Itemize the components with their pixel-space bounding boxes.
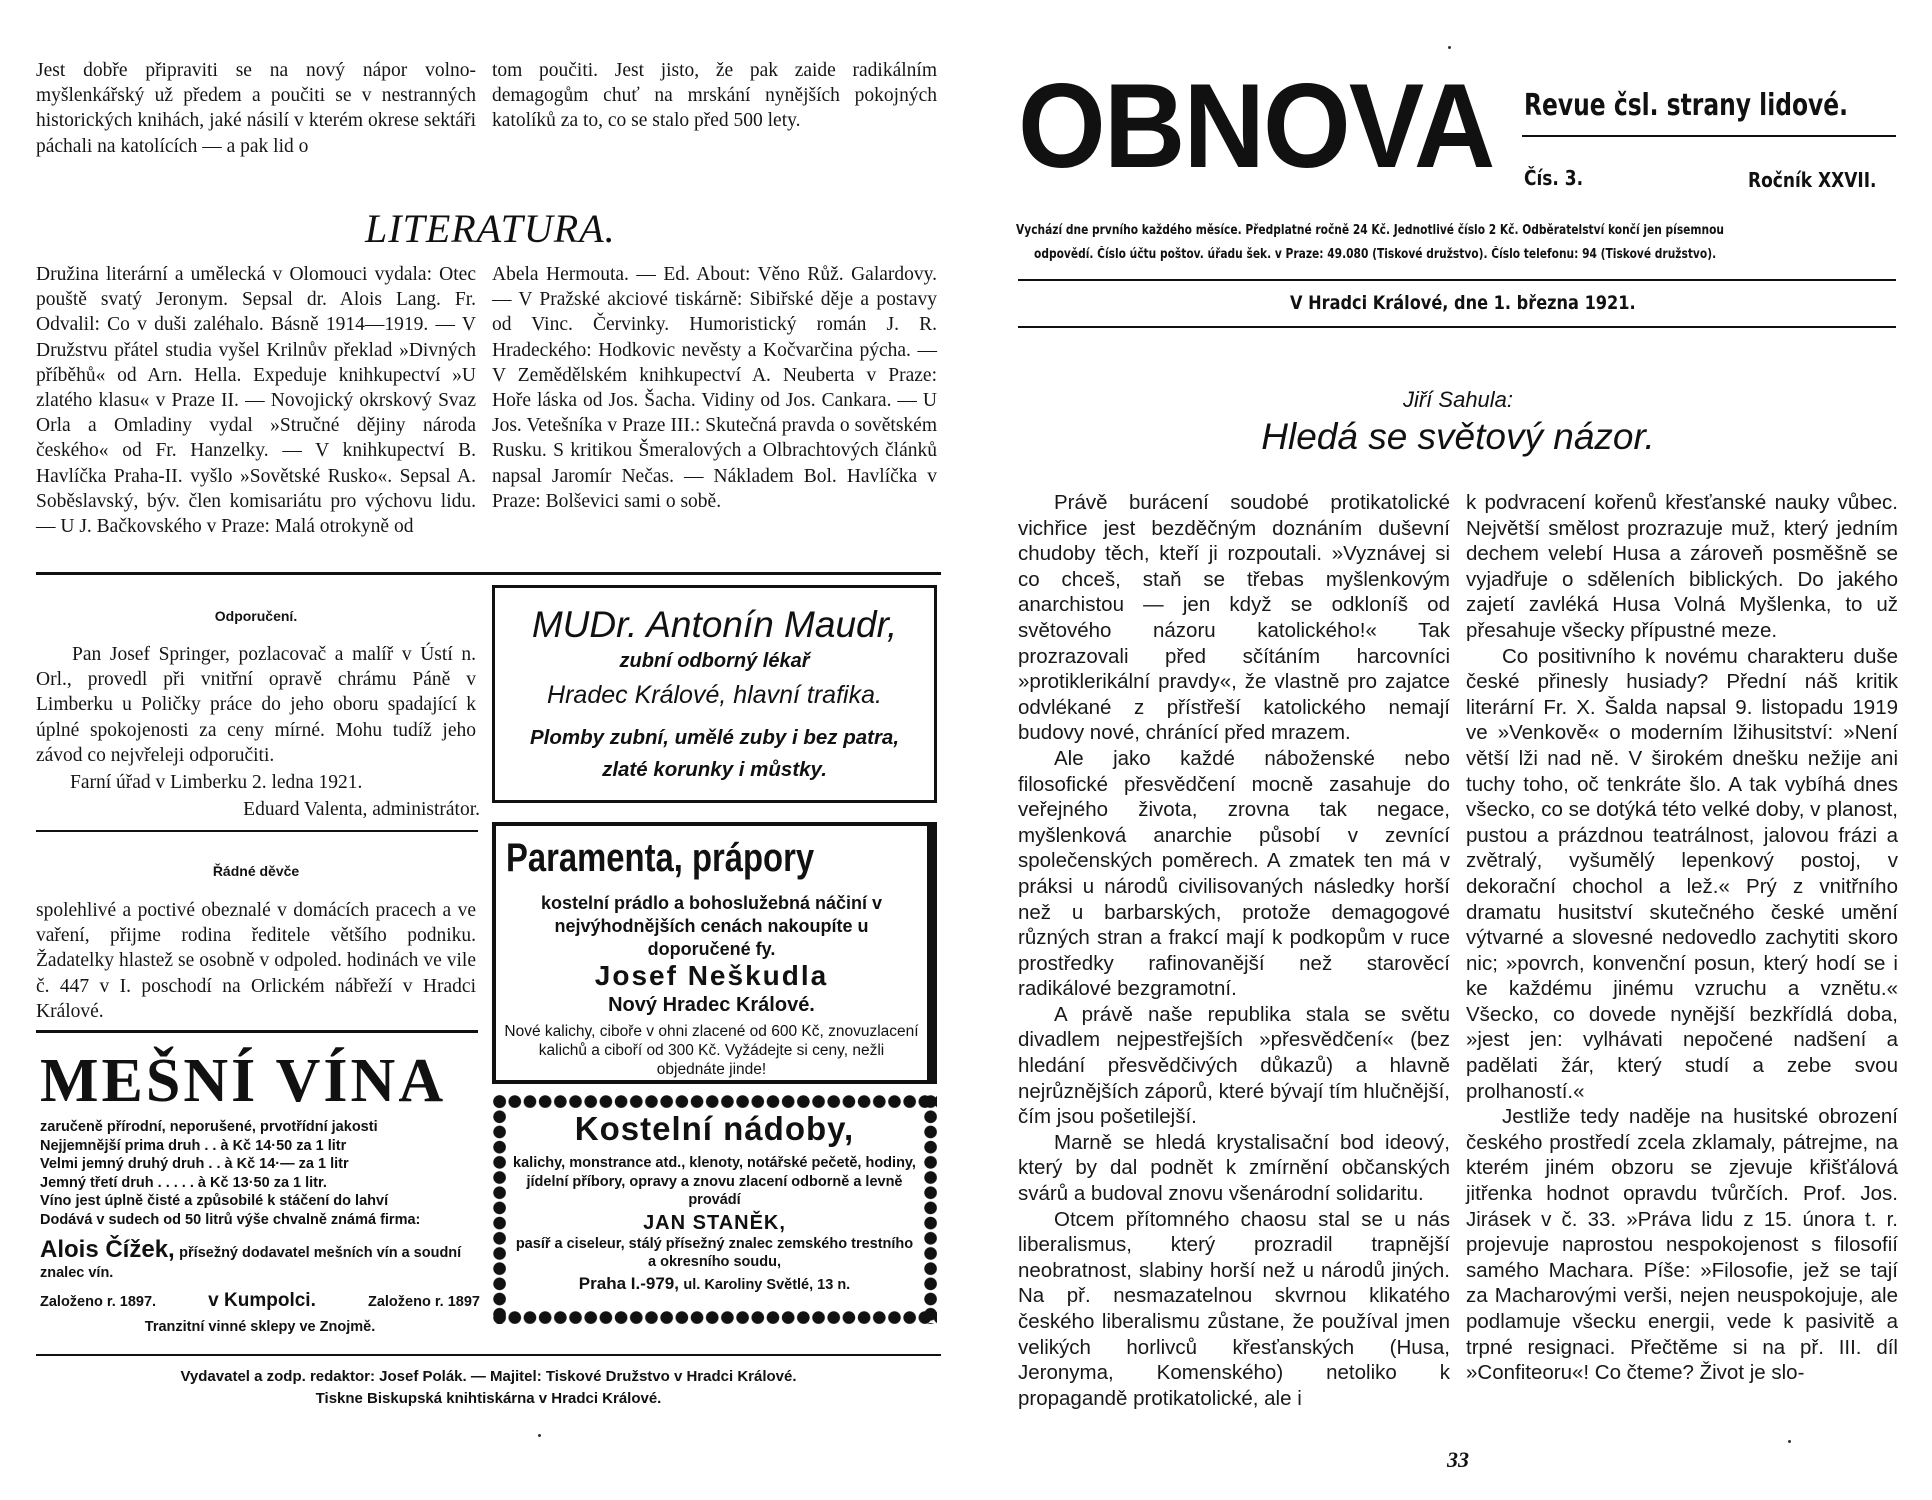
mesni-vina-firm-rest: přísežný dodavatel mešních vín a soudní znalec vín. [40, 1245, 462, 1281]
maudr-profession: zubní odborný lékař [619, 650, 810, 672]
dateline-divider [1018, 326, 1896, 328]
kostelni-ad [510, 1110, 919, 1294]
volume-number: Ročník XXVII. [1748, 168, 1877, 192]
founded-right: Založeno r. 1897 [367, 1294, 480, 1310]
maudr-name: MUDr. Antonín Maudr, [531, 604, 898, 645]
article-title: Hledá se světový názor. [1261, 416, 1655, 457]
odporuceni-place-date: Farní úřad v Limberku 2. ledna 1921. [70, 772, 363, 793]
masthead-title: OBNOVA [1018, 59, 1494, 193]
dotted-border-top [492, 1094, 937, 1108]
paramenta-title: Paramenta, prápory [506, 836, 815, 880]
mesni-vina-line: Dodává v sudech od 50 litrů výše chvalně známá firma: [40, 1211, 421, 1228]
mesni-vina-founded-row [40, 1290, 480, 1312]
imprint-line-2: Tiskne Biskupská knihtiskárna v Hradci Králové. [315, 1390, 662, 1407]
kostelni-text2: pasíř a ciseleur, stálý přísežný znalec zemského trestního a okresního soudu, [515, 1235, 914, 1271]
issue-number: Čís. 3. [1524, 166, 1584, 190]
masthead-rule [1522, 135, 1896, 137]
article-paragraph: Právě burácení soudobé protikatolické vichřice jest bezděčným doznáním duševní chudoby těch, kteří ji rozpoutali. »Vyznávej si co chceš, staň se třebas myšlenkovým anarchistou — jen když se odkloníš od světového názoru katolického!« Tak prozrazovali před sčítáním harcovníci »protiklerikální pravdy«, že vlastně pro zajatce odvlékané z přístřeší katolického nemají budovy nové, chránící před mrazem. [1018, 491, 1450, 745]
section-divider [36, 572, 941, 575]
page-number: 33 [1447, 1447, 1469, 1472]
kostelni-street: ul. Karoliny Světlé, 13 n. [683, 1276, 851, 1293]
maudr-services-1: Plomby zubní, umělé zuby i bez patra, [529, 726, 900, 749]
radne-devce-heading: Řádné děvče [212, 863, 300, 879]
imprint-divider [36, 1354, 941, 1356]
article-paragraph: Marně se hledá krystalisační bod ideový, který by dal podnět k zmírnění občanských svárů a budoval znovu všenárodní solidaritu. [1018, 1130, 1450, 1206]
mesni-vina-line: zaručeně přírodní, neporušené, prvotřídní jakosti [40, 1119, 378, 1135]
imprint-line-1: Vydavatel a zodp. redaktor: Josef Polák. — Majitel: Tiskové Družstvo v Hradci Králové. [180, 1368, 797, 1385]
literatura-title: LITERATURA. [365, 206, 616, 251]
maudr-services-2: zlaté korunky i můstky. [602, 758, 827, 781]
mesni-vina-title: MEŠNÍ VÍNA [40, 1047, 447, 1115]
mesni-vina-line: Velmi jemný druhý druh . . à Kč 14·— za 1 litr [40, 1156, 349, 1173]
kostelni-title: Kostelní nádoby, [574, 1110, 855, 1147]
article-col2 [1466, 490, 1898, 1386]
article-col1 [1018, 490, 1450, 1411]
print-speck [1448, 46, 1451, 49]
article-paragraph: k podvracení kořenů křesťanské nauky vůbec. Největší smělost prozrazuje muž, který jedním dechem velebí Husa a zároveň posměšně se vyjadřuje o sděleních biblických. Do jakého zajetí zavléká Husa Volná Myšlenka, to už přesahuje všecky přípustné meze. [1466, 491, 1898, 642]
kostelni-address [510, 1274, 919, 1294]
literatura-col1: Družina literární a umělecká v Olomouci vydala: Otec pouště svatý Jeronym. Sepsal dr. Alois Lang. Fr. Odvalil: Co v duši zaléhalo. Básně 1914—1919. — V Družstvu přátel studia vyšel Krilnův překlad »Divných příběhů« od Arn. Hella. Expeduje knihkupectví »U zlatého klasu« v Praze II. — Novojický okrskový Svaz Orla a Omladiny vydal »Stručné dějiny národa českého« od Fr. Hanzelky. — V knihkupectví B. Havlíčka Praha-II. vyšlo »Sovětské Rusko«. Sepsal A. Soběslavský, býv. člen komisariátu pro výchovu lidu. — U J. Bačkovského v Praze: Malá otrokyně od [36, 264, 476, 538]
continuation-col1: Jest dobře připraviti se na nový nápor volno-myšlenkářský už předem a poučiti se v nestranných historických knihách, jaké násilí v kterém okrese sektáři páchali na katolících — a pak lid o [36, 60, 476, 157]
mesni-vina-firm: Alois Čížek, [40, 1236, 175, 1263]
dotted-border-left [492, 1094, 506, 1324]
paramenta-city: Nový Hradec Králové. [608, 994, 815, 1016]
print-speck [1788, 1440, 1791, 1443]
print-speck [538, 1434, 541, 1437]
paramenta-ad [492, 822, 937, 1084]
kostelni-text1: kalichy, monstrance atd., klenoty, notářské pečetě, hodiny, jídelní příbory, opravy a znovu zlacení odborně a levně provádí [513, 1155, 916, 1209]
mesni-vina-town: v Kumpolci. [208, 1290, 316, 1311]
article-author: Jiří Sahula: [1402, 387, 1514, 412]
odporuceni-body: Pan Josef Springer, pozlacovač a malíř v Ústí n. Orl., provedl při vnitřní opravě chrámu Páně v Limberku u Poličky práce do jeho oboru spadající k úplné spokojenosti za ceny mírné. Mohu tudíž jeho závod co nejvřeleji odporučiti. [36, 644, 476, 766]
mesni-vina-line: Nejjemnější prima druh . . à Kč 14·50 za 1 litr [40, 1137, 347, 1154]
dotted-border-bottom [492, 1310, 937, 1324]
mesni-vina-cellars: Tranzitní vinné sklepy ve Znojmě. [144, 1319, 376, 1335]
ad-divider [36, 1030, 478, 1033]
dotted-border-right [923, 1094, 937, 1324]
kostelni-city: Praha I.-979, [578, 1273, 679, 1293]
literatura-col2: Abela Hermouta. — Ed. About: Věno Růž. Galardovy. — V Pražské akciové tiskárně: Sibiřské děje a postavy od Vinc. Červinky. Humoristický román J. R. Hradeckého: Hodkovic nevěsty a Kočvarčina pýcha. — V Zemědělském knihkupectví A. Neuberta v Praze: Hoře láska od Jos. Šacha. Vidiny od Jos. Cankara. — U Jos. Vetešníka v Praze III.: Skutečná pravda o sovětském Rusku. S kritikou Šmeralových a Olbrachtových článků napsal Jaromír Nečas. — Nákladem Bol. Havlíčka v Praze: Bolševici sami o sobě. [492, 264, 937, 512]
founded-left: Založeno r. 1897. [40, 1294, 157, 1310]
paramenta-body: Nové kalichy, ciboře v ohni zlacené od 600 Kč, znovuzlacení kalichů a ciboří od 300 Kč. Vyžádejte si ceny, nežli objednáte jinde! [504, 1023, 919, 1078]
mesni-vina-line: Jemný třetí druh . . . . . à Kč 13·50 za 1 litr. [40, 1174, 327, 1191]
mesni-vina-firm-line [40, 1236, 480, 1282]
article-paragraph: Ale jako každé náboženské nebo filosofické přesvědčení mocně zasahuje do veřejného života, zrovna tak negace, myšlenková anarchie působí v zevnící společenských poměrech. A zmatek ten má v práksi u národů civilisovaných následky horší než u barbarských, protože demagogové různých stran a frakcí mají k podkopům v ruce prostředky rafinovanější než starověcí radikálové bezgramotní. [1018, 746, 1450, 1001]
article-paragraph: Co positivního k novému charakteru duše české přinesly husiady? Přední náš kritik literární Fr. X. Šalda napsal 9. listopadu 1919 ve »Venkově« o moderním lžihusitství: »Není větší lži nad ně. V širokém dnešku nežije ani tuchy toho, oč tenkráte šlo. A tak vybíhá dnes všecko, co se dotýká této velké doby, v planost, pustou a prázdnou teatrálnost, jalovou frázi a zvětralý, vyšumělý lepenkový postoj, v dekorační chochol a lež.« Prý z vnitřního dramatu husitství skutečného české umění výtvarné a slovesné nedovedlo zachytiti skoro nic; »povrch, konvenční posun, který hodí se i ke každému jinému vzruchu a vznětu.« Všecko, co dovede nynější bezkřídlá doba, »jest jen: vylhávati nepočené nadšení a padělati žár, který studí a zebe svou prolhaností.« [1466, 644, 1898, 1103]
article-paragraph: A právě naše republika stala se světu divadlem nejpestřejších »přesvědčení« (bez hledání přesvědčivých důkazů) a hlavně nejrůznějších záporů, které bývají tím hlučnější, čím jsou pošetilejší. [1018, 1002, 1450, 1129]
dateline: V Hradci Králové, dne 1. března 1921. [1290, 292, 1636, 314]
ad-divider [36, 830, 478, 832]
continuation-col2: tom poučiti. Jest jisto, že pak zaide radikálním demagogům chuť na mrskání nynějších pokojných katolíků za to, co se stalo před 500 lety. [492, 60, 937, 132]
paramenta-text: kostelní prádlo a bohoslužebná náčiní v nejvýhodnějších cenách nakoupíte u doporučené fy. [540, 893, 883, 959]
maudr-address: Hradec Králové, hlavní trafika. [547, 681, 882, 709]
maudr-ad [492, 585, 937, 803]
radne-devce-body: spolehlivé a poctivé obeznalé v domácích pracech a ve vaření, přijme rodina ředitele většího podniku. Žadatelky hlastež se osobně v odpoled. hodinách ve vile č. 447 v I. poschodí na Orlickém nábřeží v Hradci Králové. [36, 900, 476, 1022]
mesni-vina-line: Víno jest úplně čisté a způsobilé k stáčení do lahví [40, 1193, 389, 1210]
odporuceni-heading: Odporučení. [214, 608, 298, 624]
article-paragraph: Jestliže tedy naděje na husitské obrození českého prostředí zcela zklamaly, pátrejme, na kterém jiném obzoru se zjevuje křišťálová jitřenka hodnot opravdu tvůrčích. Prof. Jos. Jirásek v č. 33. »Práva lidu z 15. února t. r. projevuje naprostou nespokojenost s filosofií samého Machara. Píše: »Filosofie, jež se tají za Macharovými verši, nejen neuspokojuje, ale podlamuje všecku energii, vede k pasivitě a trpné resignaci. Přečtěme si na př. III. díl »Confiteoru«! Co čteme? Život je slo- [1466, 1105, 1898, 1385]
masthead-subtitle: Revue čsl. strany lidové. [1524, 88, 1849, 123]
masthead-divider [1018, 279, 1896, 281]
odporuceni-signature: Eduard Valenta, administrátor. [243, 799, 480, 820]
mesni-vina-price-list [40, 1118, 480, 1230]
masthead-info-1: Vychází dne prvního každého měsíce. Předplatné ročně 24 Kč. Jednotlivé číslo 2 Kč. Odběratelství končí jen písemnou [1016, 223, 1725, 238]
article-paragraph: Otcem přítomného chaosu stal se u nás liberalismus, který prozradil trapnější neobratnost, slabiny horší než u národů jiných. Na př. nesmazatelnou skvrnou klikatého českého liberalismu zůstane, že používal jmen velikých horlivců křesťanských (Husa, Jeronyma, Komenského) netoliko k propagandě protikatolické, ale i [1018, 1207, 1450, 1410]
masthead-info-2: odpovědí. Číslo účtu poštov. úřadu šek. v Praze: 49.080 (Tiskové družstvo). Číslo telefonu: 94 (Tiskové družstvo). [1034, 247, 1717, 262]
kostelni-name: JAN STANĚK, [643, 1211, 786, 1234]
paramenta-name: Josef Neškudla [594, 960, 829, 991]
